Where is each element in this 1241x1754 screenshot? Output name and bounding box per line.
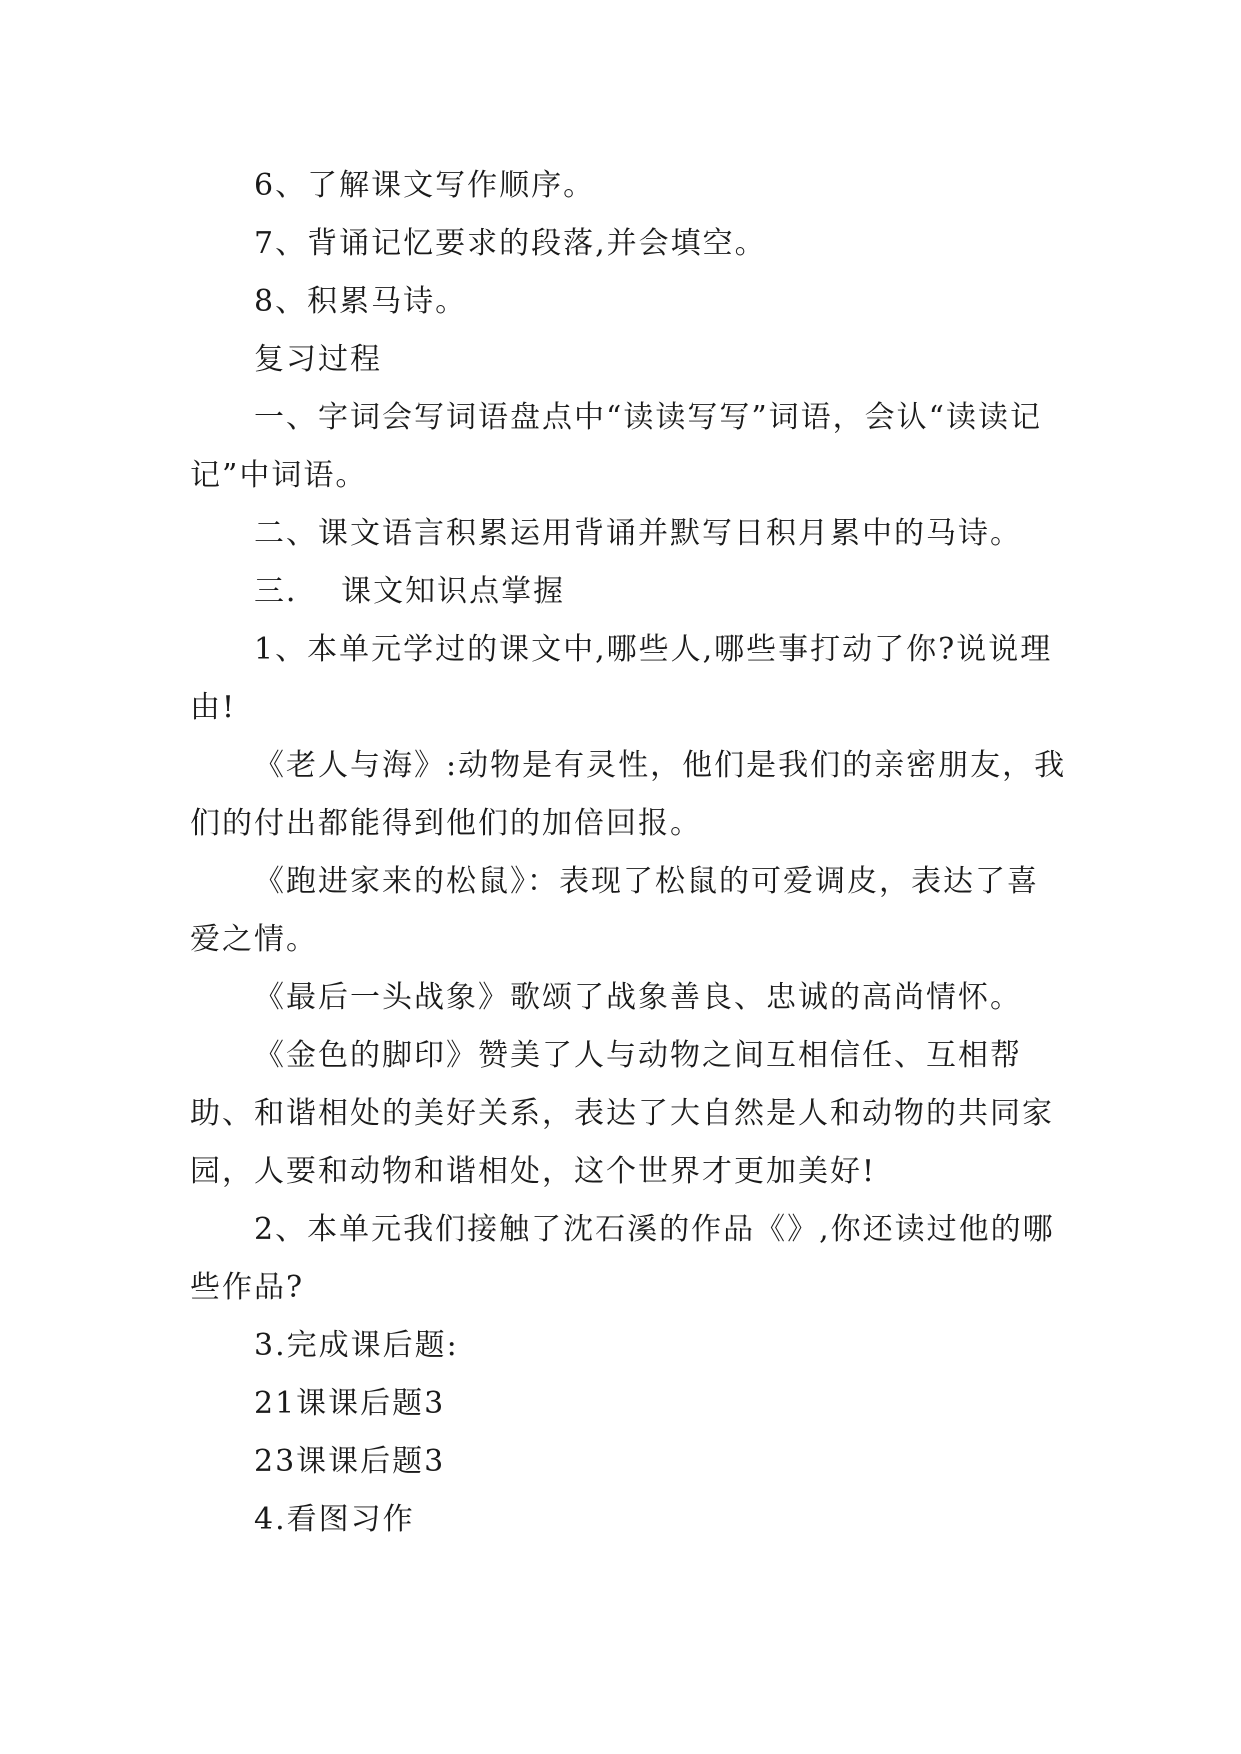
paragraph-question-2: 2、本单元我们接触了沈石溪的作品《》,你还读过他的哪些作品?	[190, 1212, 1055, 1305]
paragraph-lesson-23-exercise: 23课课后题3	[254, 1444, 446, 1479]
paragraph-lesson-old-man-sea: 《老人与海》:动物是有灵性，他们是我们的亲密朋友，我们的付出都能得到他们的加倍回报。	[190, 748, 1067, 841]
paragraph-item-8: 8、积累马诗。	[254, 284, 468, 319]
paragraph-item-6: 6、了解课文写作顺序。	[254, 168, 596, 203]
paragraph-item-7: 7、背诵记忆要求的段落,并会填空。	[254, 226, 767, 261]
paragraph-lesson-21-exercise: 21课课后题3	[254, 1386, 446, 1421]
paragraph-lesson-squirrel: 《跑进家来的松鼠》：表现了松鼠的可爱调皮，表达了喜爱之情。	[190, 864, 1039, 957]
paragraph-question-4: 4.看图习作	[254, 1502, 415, 1537]
section-heading-review-process: 复习过程	[254, 342, 382, 377]
paragraph-question-1: 1、本单元学过的课文中,哪些人,哪些事打动了你?说说理由!	[190, 632, 1053, 725]
paragraph-section-1: 一、字词会写词语盘点中“读读写写”词语，会认“读读记记”中词语。	[190, 400, 1043, 493]
paragraph-lesson-war-elephant: 《最后一头战象》歌颂了战象善良、忠诚的高尚情怀。	[254, 980, 1022, 1015]
paragraph-question-3: 3.完成课后题:	[254, 1328, 459, 1363]
document-body	[190, 157, 1070, 1549]
paragraph-section-2: 二、课文语言积累运用背诵并默写日积月累中的马诗。	[254, 516, 1022, 551]
paragraph-section-3: 三． 课文知识点掌握	[254, 574, 566, 609]
paragraph-lesson-golden-footprint: 《金色的脚印》赞美了人与动物之间互相信任、互相帮助、和谐相处的美好关系，表达了大自然是人和动物的共同家园，人要和动物和谐相处，这个世界才更加美好!	[190, 1038, 1054, 1189]
